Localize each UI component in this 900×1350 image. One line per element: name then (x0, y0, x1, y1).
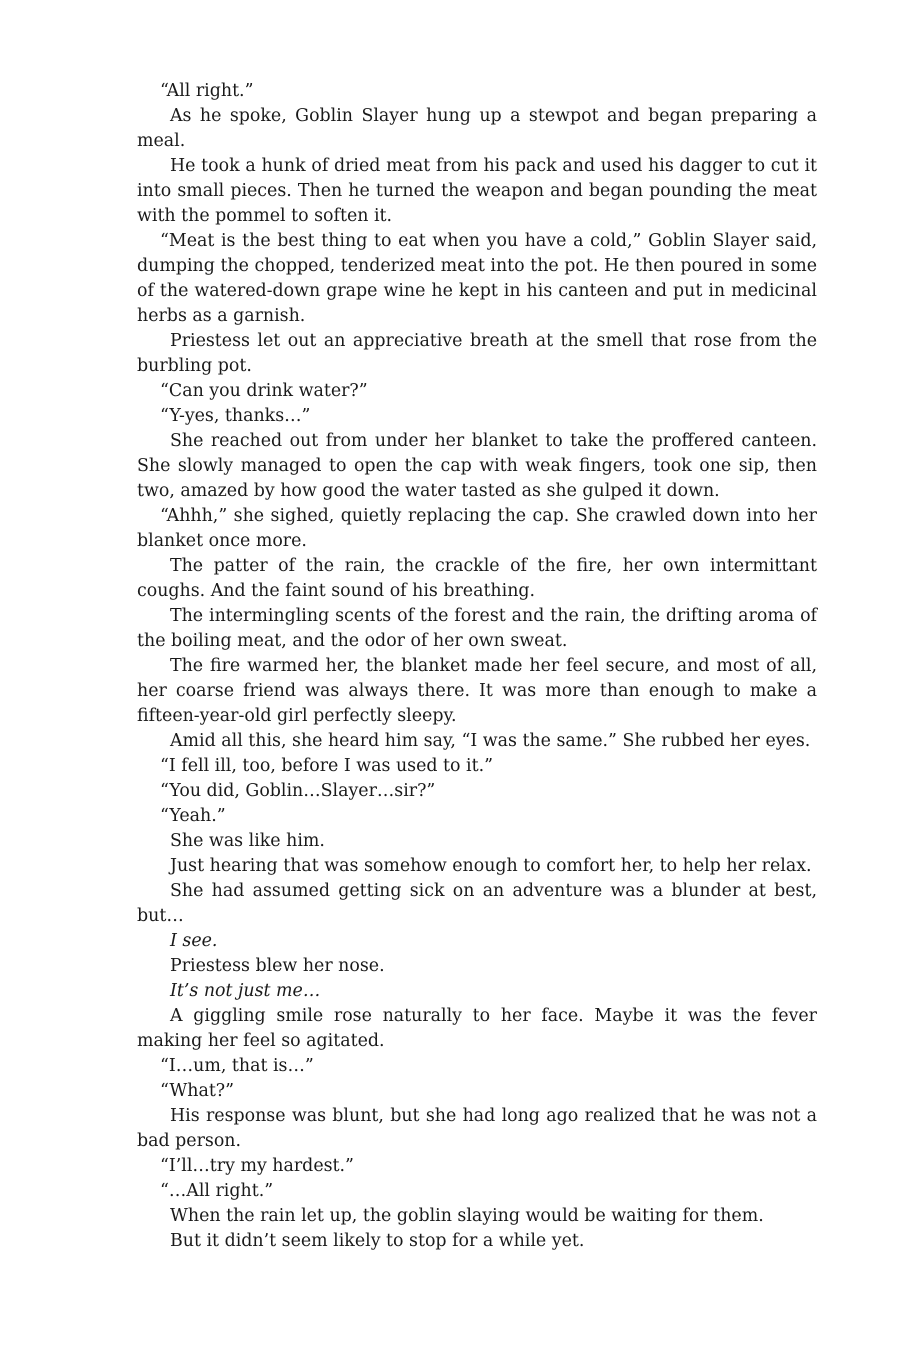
paragraph: “I fell ill, too, before I was used to it.” (160, 756, 493, 776)
paragraph: “Can you drink water?” (160, 381, 368, 401)
paragraph: The fire warmed her, the blanket made her feel secure, and most of all, her coarse friend was always there. It was more than enough to make a fifteen-year-old girl perfectly sleepy. (137, 656, 817, 726)
paragraph: “Ahhh,” she sighed, quietly replacing the cap. She crawled down into her blanket once more. (137, 506, 817, 551)
paragraph: “Yeah.” (160, 806, 226, 826)
paragraph: Priestess blew her nose. (170, 956, 385, 976)
paragraph: “…All right.” (160, 1181, 274, 1201)
paragraph: “What?” (160, 1081, 235, 1101)
paragraph: “All right.” (160, 81, 254, 101)
paragraph: She was like him. (170, 831, 325, 851)
paragraph: Amid all this, she heard him say, “I was the same.” She rubbed her eyes. (170, 731, 811, 751)
italic-thought: I see. (170, 931, 218, 951)
paragraph: She had assumed getting sick on an adventure was a blunder at best, but… (137, 881, 817, 926)
paragraph: “You did, Goblin…Slayer…sir?” (160, 781, 436, 801)
book-page (137, 79, 817, 1254)
paragraph: “Meat is the best thing to eat when you have a cold,” Goblin Slayer said, dumping the chopped, tenderized meat into the pot. He then poured in some of the watered-down grape wine he kept in his canteen and put in medicinal herbs as a garnish. (137, 231, 817, 326)
paragraph: “I…um, that is…” (160, 1056, 314, 1076)
paragraph: When the rain let up, the goblin slaying would be waiting for them. (170, 1206, 764, 1226)
paragraph: The patter of the rain, the crackle of the fire, her own intermittant coughs. And the faint sound of his breathing. (137, 556, 817, 601)
paragraph: But it didn’t seem likely to stop for a while yet. (170, 1231, 585, 1251)
paragraph: He took a hunk of dried meat from his pack and used his dagger to cut it into small pieces. Then he turned the weapon and began pounding the meat with the pommel to soften it. (137, 156, 817, 226)
paragraph: His response was blunt, but she had long ago realized that he was not a bad person. (137, 1106, 817, 1151)
paragraph: “Y-yes, thanks…” (160, 406, 311, 426)
paragraph: “I’ll…try my hardest.” (160, 1156, 354, 1176)
italic-thought: It’s not just me… (170, 981, 321, 1001)
paragraph: Just hearing that was somehow enough to comfort her, to help her relax. (170, 856, 812, 876)
paragraph: She reached out from under her blanket to take the proffered canteen. She slowly managed to open the cap with weak fingers, took one sip, then two, amazed by how good the water tasted as she gulped it down. (137, 431, 817, 501)
paragraph: The intermingling scents of the forest and the rain, the drifting aroma of the boiling meat, and the odor of her own sweat. (137, 606, 817, 651)
paragraph: As he spoke, Goblin Slayer hung up a stewpot and began preparing a meal. (137, 106, 817, 151)
paragraph: Priestess let out an appreciative breath at the smell that rose from the burbling pot. (137, 331, 817, 376)
paragraph: A giggling smile rose naturally to her face. Maybe it was the fever making her feel so agitated. (137, 1006, 817, 1051)
